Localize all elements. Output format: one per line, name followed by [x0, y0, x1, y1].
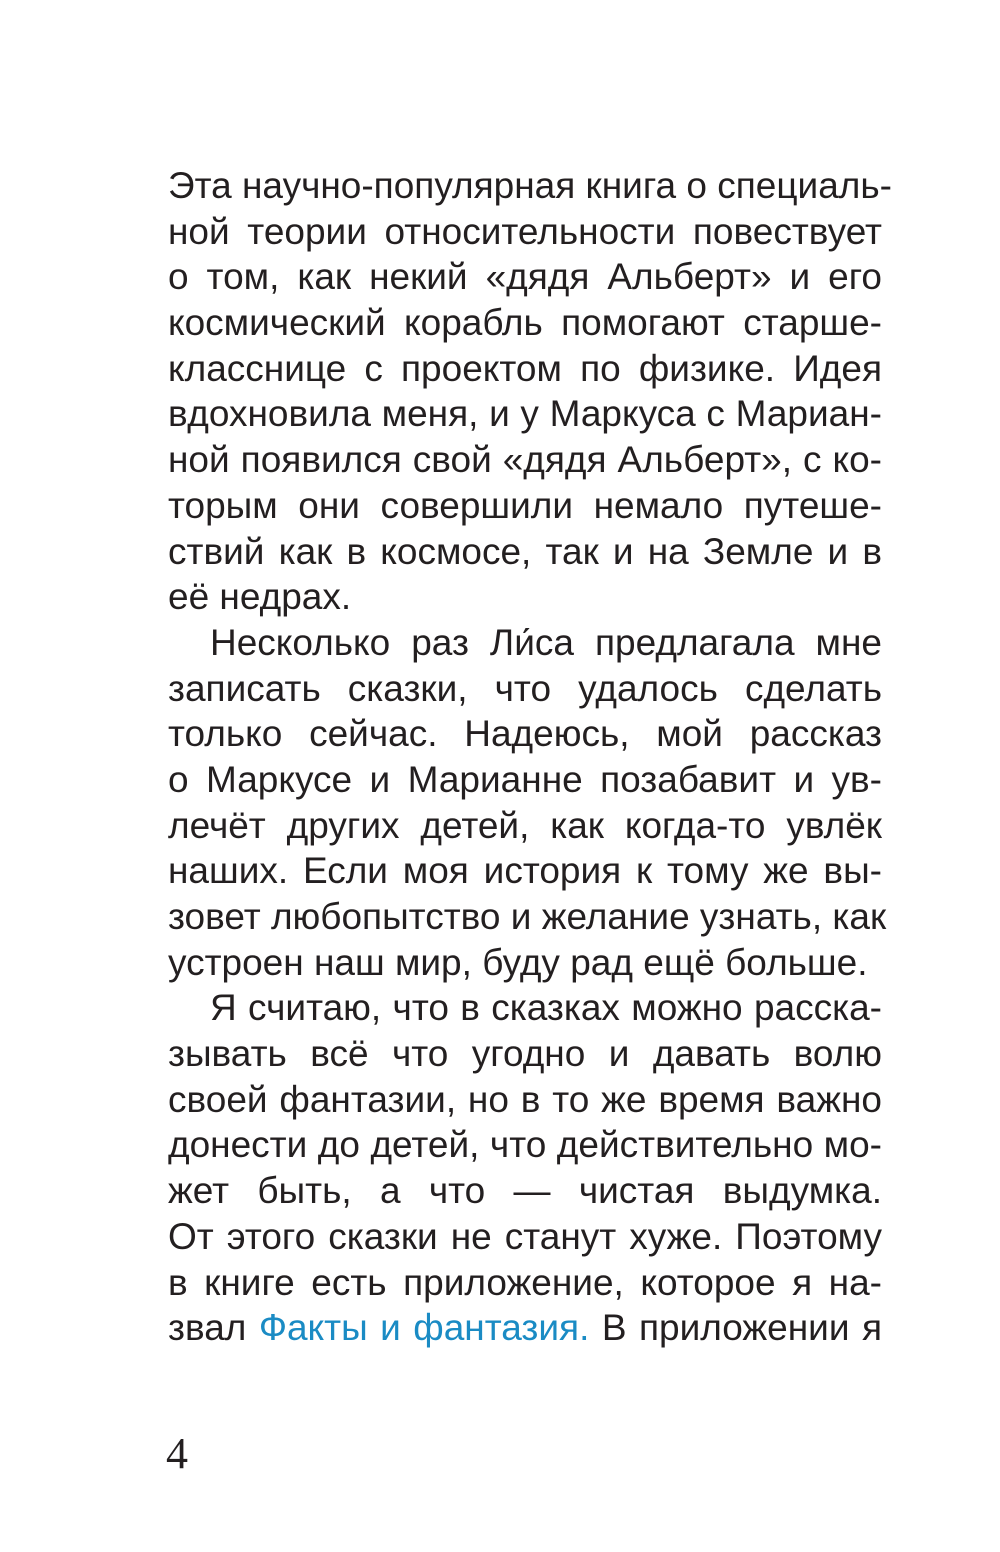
facts-and-fantasy-link[interactable]: Факты и фантазия. [258, 1307, 590, 1349]
text-line: класснице с проектом по физике. Идея [168, 347, 882, 389]
text-line: устроен наш мир, буду рад ещё больше. [168, 941, 868, 983]
text-line: ной теории относительности повествует [168, 210, 882, 252]
text-line: Я считаю, что в сказках можно расска- [210, 987, 882, 1029]
text-line: Эта научно-популярная книга о специаль- [168, 165, 892, 206]
text-line: Несколько раз Ли́са предлагала мне [210, 621, 882, 663]
text-line-with-link [168, 1305, 882, 1351]
text-segment: В приложении я [589, 1307, 883, 1349]
text-line: зовет любопытство и желание узнать, как [168, 896, 887, 937]
body-text [168, 163, 892, 1351]
text-line: зывать всё что угодно и давать волю [168, 1033, 882, 1075]
text-line: торым они совершили немало путеше- [168, 484, 882, 526]
text-line: записать сказки, что удалось сделать [168, 667, 882, 709]
text-line: вдохновила меня, и у Маркуса с Мариан- [168, 393, 882, 435]
text-line: о Маркусе и Марианне позабавит и ув- [168, 758, 882, 800]
text-line: жет быть, а что — чистая выдумка. [168, 1170, 882, 1212]
text-line: своей фантазии, но в то же время важно [168, 1078, 882, 1120]
text-line: ной появился свой «дядя Альберт», с ко- [168, 439, 882, 481]
text-line: космический корабль помогают старше- [168, 302, 882, 344]
text-line: ствий как в космосе, так и на Земле и в [168, 530, 882, 572]
text-line: её недрах. [168, 576, 352, 618]
text-line: о том, как некий «дядя Альберт» и его [168, 256, 882, 298]
text-line: наших. Если моя история к тому же вы- [168, 850, 882, 892]
text-line: в книге есть приложение, которое я на- [168, 1261, 882, 1303]
text-line: От этого сказки не станут хуже. Поэтому [168, 1215, 882, 1257]
text-line: только сейчас. Надеюсь, мой рассказ [168, 713, 882, 755]
text-line: донести до детей, что действительно мо- [168, 1124, 882, 1166]
text-segment: звал [168, 1307, 259, 1349]
text-line: лечёт других детей, как когда-то увлёк [168, 804, 882, 846]
page-number: 4 [166, 1429, 188, 1478]
